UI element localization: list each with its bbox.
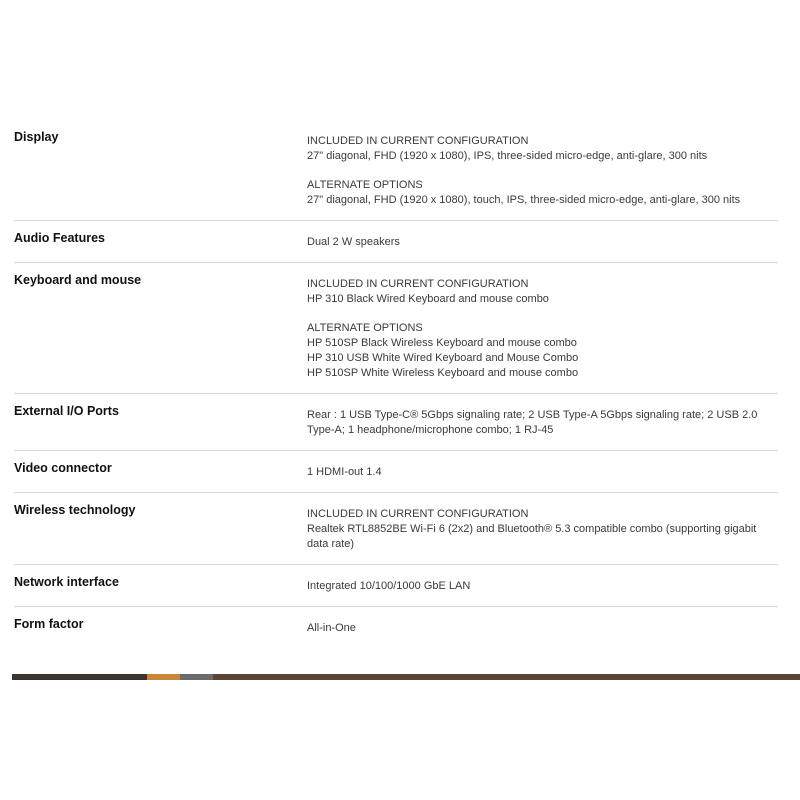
spec-row-video-connector	[14, 451, 778, 493]
spec-value-item: HP 510SP Black Wireless Keyboard and mouse combo	[307, 337, 577, 349]
spec-label: Keyboard and mouse	[14, 273, 142, 287]
spec-value-item: 27" diagonal, FHD (1920 x 1080), touch, IPS, three-sided micro-edge, anti-glare, 300 nits	[307, 194, 741, 206]
spec-value-item: Rear : 1 USB Type-C® 5Gbps signaling rate; 2 USB Type-A 5Gbps signaling rate; 2 USB 2.0 Type-A; 1 headphone/microphone combo; 1 RJ-45	[307, 409, 758, 436]
spec-group-included	[307, 507, 778, 552]
group-title: INCLUDED IN CURRENT CONFIGURATION	[307, 135, 529, 147]
spec-label: External I/O Ports	[14, 404, 119, 418]
group-title: ALTERNATE OPTIONS	[307, 322, 423, 334]
spec-value	[307, 394, 778, 450]
spec-label: Form factor	[14, 617, 84, 631]
spec-value-item: HP 310 Black Wired Keyboard and mouse combo	[307, 293, 549, 305]
group-title: INCLUDED IN CURRENT CONFIGURATION	[307, 508, 529, 520]
spec-row-keyboard-and-mouse	[14, 263, 778, 394]
spec-row-audio-features	[14, 221, 778, 263]
spec-row-external-io-ports	[14, 394, 778, 451]
spec-group-included	[307, 277, 778, 307]
group-title: ALTERNATE OPTIONS	[307, 179, 423, 191]
group-title: INCLUDED IN CURRENT CONFIGURATION	[307, 278, 529, 290]
specifications-table	[14, 120, 778, 676]
spec-row-form-factor	[14, 607, 778, 648]
spec-value-item: All-in-One	[307, 622, 356, 634]
spec-value-item: 1 HDMI-out 1.4	[307, 466, 382, 478]
spec-value	[307, 120, 778, 220]
spec-row-network-interface	[14, 565, 778, 607]
spec-value	[307, 493, 778, 564]
blank-area	[0, 680, 800, 800]
spec-label: Wireless technology	[14, 503, 136, 517]
spec-label: Display	[14, 130, 59, 144]
spec-label: Audio Features	[14, 231, 105, 245]
spec-group-alternate	[307, 321, 778, 381]
spec-value	[307, 221, 778, 262]
spec-value	[307, 451, 778, 492]
spec-value-item: Integrated 10/100/1000 GbE LAN	[307, 580, 471, 592]
spec-value	[307, 565, 778, 606]
spec-group-included	[307, 134, 778, 164]
spec-label: Network interface	[14, 575, 119, 589]
spec-value-item: HP 310 USB White Wired Keyboard and Mouse Combo	[307, 352, 579, 364]
spec-label: Video connector	[14, 461, 112, 475]
spec-value	[307, 263, 778, 393]
spec-row-wireless-technology	[14, 493, 778, 565]
spec-value-item: 27" diagonal, FHD (1920 x 1080), IPS, three-sided micro-edge, anti-glare, 300 nits	[307, 150, 708, 162]
spec-value-item: HP 510SP White Wireless Keyboard and mouse combo	[307, 367, 579, 379]
spec-value	[307, 607, 778, 648]
spec-value-item: Dual 2 W speakers	[307, 236, 400, 248]
spec-value-item: Realtek RTL8852BE Wi-Fi 6 (2x2) and Bluetooth® 5.3 compatible combo (supporting gigabit data rate)	[307, 523, 757, 550]
spec-group-alternate	[307, 178, 778, 208]
spec-row-display	[14, 120, 778, 221]
